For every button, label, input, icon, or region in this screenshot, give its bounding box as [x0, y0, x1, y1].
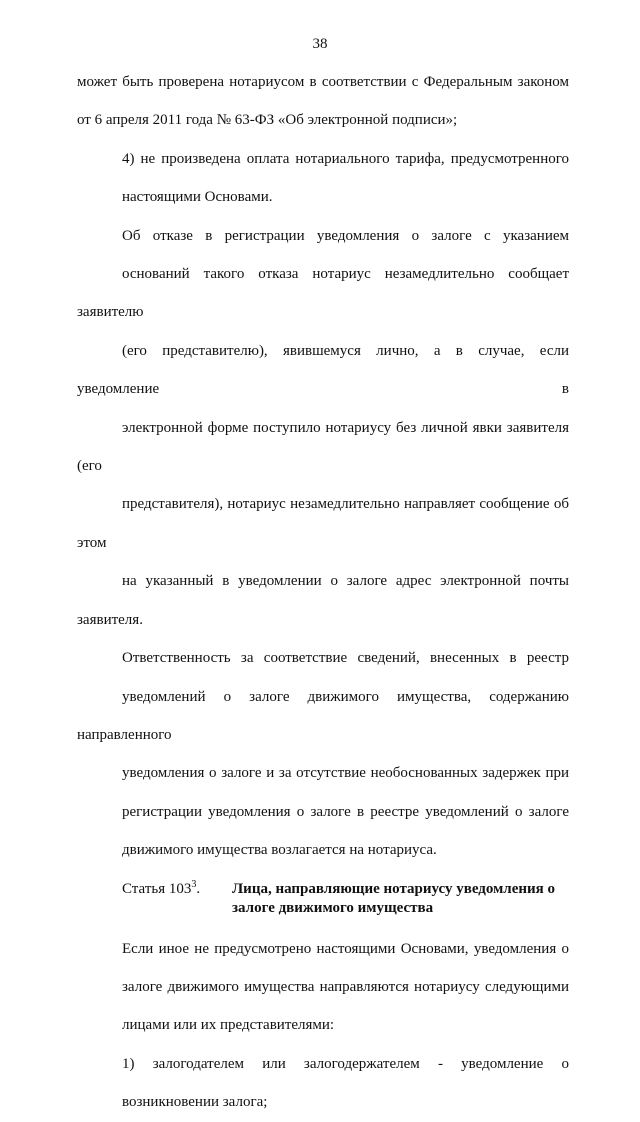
text-line: 4) не произведена оплата нотариального тарифа, предусмотренного [122, 150, 569, 167]
text-line: (его представителю), явившемуся лично, а в случае, если уведомление в [77, 342, 569, 398]
document-body [77, 63, 569, 1122]
paragraph [77, 1045, 569, 1122]
text-line: возникновении залога; [122, 1094, 268, 1111]
article-number [122, 880, 200, 899]
article-heading [77, 872, 569, 920]
text-line: может быть проверена нотариусом в соответствии с Федеральным законом [77, 74, 569, 90]
text-line: лицами или их представителями: [122, 1017, 335, 1034]
text-line: залоге движимого имущества направляются нотариусу следующими [122, 978, 569, 995]
article-label-suffix: . [196, 880, 201, 897]
text-line: представителя), нотариус незамедлительно направляет сообщение об этом [77, 496, 569, 551]
text-line: 1) залогодателем или залогодержателем - уведомление о [122, 1055, 569, 1072]
paragraphs-after [77, 930, 569, 1122]
text-line: оснований такого отказа нотариус незамедлительно сообщает заявителю [77, 266, 569, 321]
text-line: на указанный в уведомлении о залоге адрес электронной почты заявителя. [77, 573, 569, 628]
text-line: движимого имущества возлагается на нотариуса. [122, 842, 437, 859]
text-line: от 6 апреля 2011 года № 63-ФЗ «Об электронной подписи»; [77, 112, 458, 129]
text-line: электронной форме поступило нотариусу без личной явки заявителя (его [77, 419, 569, 475]
article-title [232, 880, 572, 918]
text-line: Если иное не предусмотрено настоящими Основами, уведомления о [122, 940, 569, 957]
paragraph [77, 639, 569, 869]
text-line: регистрации уведомления о залоге в реестре уведомлений о залоге [122, 803, 569, 820]
paragraph [77, 930, 569, 1045]
paragraph [77, 63, 569, 140]
text-line: Об отказе в регистрации уведомления о залоге с указанием [122, 227, 569, 244]
text-line: уведомления о залоге и за отсутствие необоснованных задержек при [122, 765, 569, 782]
text-line: настоящими Основами. [122, 189, 273, 206]
article-title-line: Лица, направляющие нотариусу уведомления о [232, 880, 556, 897]
page-number: 38 [312, 36, 328, 52]
article-superscript: 3 [191, 878, 197, 890]
text-line: уведомлений о залоге движимого имущества, содержанию направленного [77, 688, 569, 743]
text-line: Ответственность за соответствие сведений, внесенных в реестр [122, 650, 569, 667]
paragraphs-before [77, 63, 569, 870]
paragraph [77, 217, 569, 639]
article-label-text: Статья 103 [122, 880, 192, 897]
paragraph [77, 140, 569, 217]
article-title-line: залоге движимого имущества [232, 899, 434, 916]
